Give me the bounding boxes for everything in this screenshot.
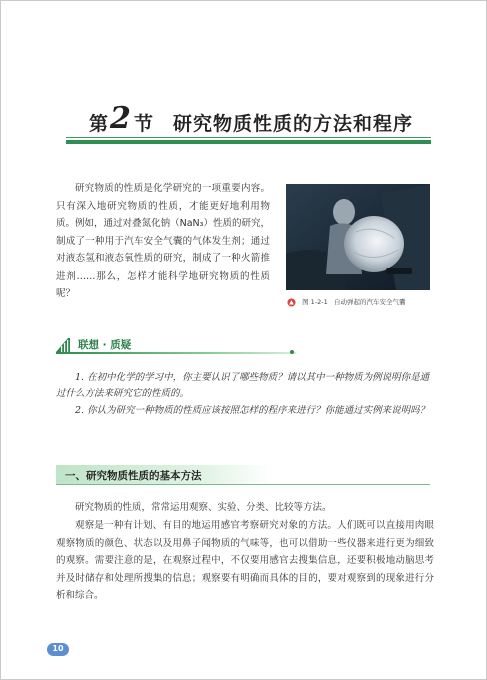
airbag-photo-illustration [286,184,430,290]
section-title-number: 2 [110,101,131,136]
section-title-suffix: 节 [134,113,154,135]
airbag-photo [286,184,430,290]
section-one-heading: 一、研究物质性质的基本方法 [65,470,202,482]
think-box-rule-dot [290,350,294,354]
intro-paragraph: 研究物质的性质是化学研究的一项重要内容。只有深入地研究物质的性质，才能更好地利用物质。例如，通过对叠氮化钠（NaN₃）性质的研究，制成了一种用于汽车安全气囊的气体发生剂；通过对液态氢和液态氧性质的研究，制成了一种火箭推进剂……那么，怎样才能科学地研究物质的性质呢？ [56,183,270,299]
page-number: 10 [52,644,64,653]
caption-marker-icon [287,298,296,307]
section-title-text: 研究物质性质的方法和程序 [173,113,414,135]
think-box-rule [56,352,296,354]
title-rule-thin [66,137,431,138]
section-title [78,101,418,139]
question-1: 1. 在初中化学的学习中，你主要认识了哪些物质？请以其中一种物质为例说明你是通过什么方法来研究它的性质的。 [56,372,430,399]
section-one-rule [56,484,430,485]
figure-caption-label: 图 1-2-1 [302,298,328,306]
figure-caption-text: 自动弹起的汽车安全气囊 [333,298,406,306]
question-2: 2. 你认为研究一种物质的性质应该按照怎样的程序来进行？你能通过实例来说明吗？ [75,405,430,416]
section-one-paragraph-1: 研究物质的性质，常常运用观察、实验、分类、比较等方法。 [75,502,332,513]
think-box-title: 联想 · 质疑 [78,339,132,351]
figure-caption [287,297,447,307]
section-one-paragraph-2: 观察是一种有计划、有目的地运用感官考察研究对象的方法。人们既可以直接用肉眼观察物质的颜色、状态以及用鼻子闻物质的气味等，也可以借助一些仪器来进行更为细致的观察。需要注意的是，在观察过程中，不仅要用感官去搜集信息，还要积极地动脑思考并及时储存和处理所搜集的信息；观察要有明确而具体的目的，要对观察到的现象进行分析和综合。 [56,520,434,601]
title-rule-thick [66,140,431,144]
section-title-prefix: 第 [89,113,109,135]
